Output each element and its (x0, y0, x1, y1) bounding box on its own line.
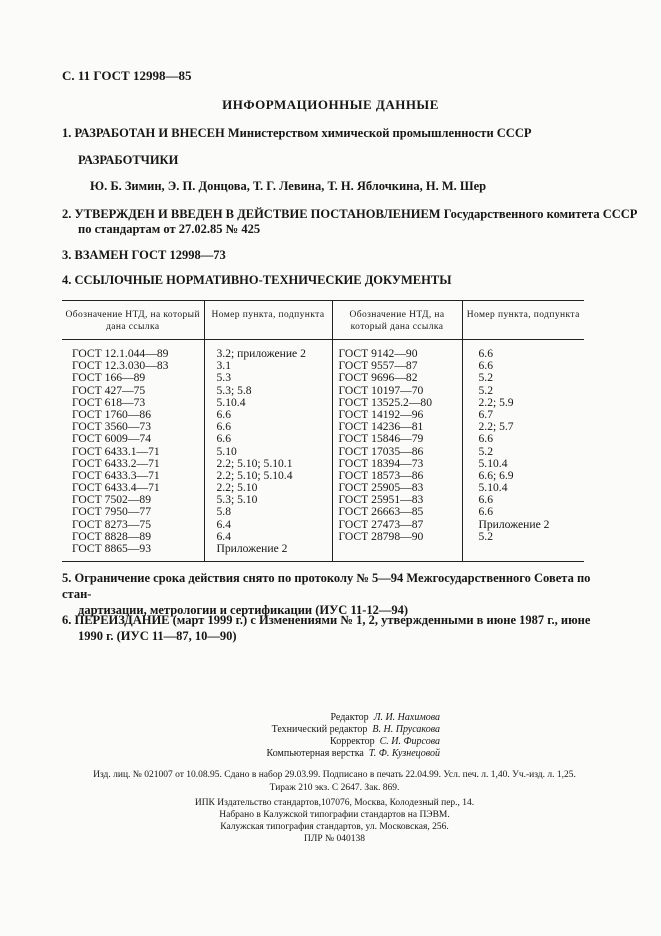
table-cell: ГОСТ 6009—74 (72, 432, 152, 446)
table-cell: 5.8 (216, 505, 231, 519)
table-cell: ГОСТ 18573—86 (338, 468, 424, 482)
printer-block (62, 797, 607, 845)
table-cell: 5.3; 5.10 (216, 493, 258, 507)
table-cell: 5.10.4 (478, 456, 508, 470)
table-cell: ГОСТ 618—73 (72, 395, 146, 409)
table-cell: ГОСТ 6433.4—71 (72, 481, 160, 495)
right-items-column (479, 348, 585, 543)
table-cell: 5.2 (478, 444, 493, 458)
table-cell: 2.2; 5.10; 5.10.4 (216, 468, 293, 482)
table-cell: ГОСТ 25951—83 (338, 493, 424, 507)
table-cell: ГОСТ 6433.1—71 (72, 444, 160, 458)
table-cell: 2.2; 5.10 (216, 481, 258, 495)
table-cell: ГОСТ 14236—81 (338, 420, 424, 434)
printer-line: ПЛР № 040138 (304, 834, 365, 844)
page-header: С. 11 ГОСТ 12998—85 (62, 68, 192, 83)
credits-block (150, 712, 440, 760)
table-cell: 6.6 (216, 420, 231, 434)
imprint-block (62, 769, 607, 795)
table-cell: ГОСТ 25905—83 (338, 481, 424, 495)
right-docs-column (339, 348, 462, 543)
table-cell: 5.10 (216, 444, 237, 458)
table-cell: ГОСТ 27473—87 (338, 517, 424, 531)
table-cell: 6.6 (478, 359, 493, 373)
table-cell: ГОСТ 14192—96 (338, 407, 424, 421)
table-cell: 2.2; 5.9 (478, 395, 514, 409)
table-cell: ГОСТ 8828—89 (72, 529, 152, 543)
table-cell: 5.2 (478, 383, 493, 397)
developers-label: РАЗРАБОТЧИКИ (78, 153, 179, 167)
table-cell: 6.6 (478, 493, 493, 507)
table-cell: ГОСТ 7502—89 (72, 493, 152, 507)
printer-line: ИПК Издательство стандартов,107076, Москва, Колодезный пер., 14. (194, 798, 475, 808)
table-cell: ГОСТ 12.1.044—89 (72, 347, 169, 360)
table-cell: ГОСТ 28798—90 (338, 529, 424, 543)
table-cell: ГОСТ 18394—73 (338, 456, 424, 470)
table-cell: Приложение 2 (478, 517, 550, 531)
item-5-line1: 5. Ограничение срока действия снято по протоколу № 5—94 Межгосударственного Совета по стан- (62, 571, 591, 601)
credit-proofreader: Корректор С. И. Фирсова (330, 736, 440, 747)
table-cell: ГОСТ 3560—73 (72, 420, 152, 434)
item-2-approved: 2. УТВЕРЖДЕН И ВВЕДЕН В ДЕЙСТВИЕ ПОСТАНОВЛЕНИЕМ Государственного комитета СССР (62, 207, 638, 221)
item-4-references-heading: 4. ССЫЛОЧНЫЕ НОРМАТИВНО-ТЕХНИЧЕСКИЕ ДОКУМЕНТЫ (62, 273, 452, 287)
table-cell: ГОСТ 6433.2—71 (72, 456, 160, 470)
table-cell: ГОСТ 26663—85 (338, 505, 424, 519)
left-docs-column (72, 348, 204, 555)
table-cell: ГОСТ 8273—75 (72, 517, 152, 531)
table-cell: 6.6 (478, 505, 493, 519)
table-cell: 6.6 (478, 432, 493, 446)
col-header-item: Номер пункта, подпункта (462, 301, 584, 340)
table-cell: ГОСТ 1760—86 (72, 407, 152, 421)
table-cell: 5.3 (216, 371, 231, 385)
table-cell: 6.6 (478, 347, 493, 360)
table-cell: 6.7 (478, 407, 493, 421)
table-cell: ГОСТ 166—89 (72, 371, 146, 385)
table-cell: 3.2; приложение 2 (216, 347, 306, 360)
imprint-line: Изд. лиц. № 021007 от 10.08.95. Сдано в набор 29.03.99. Подписано в печать 22.04.99. Усл. печ. л. 1,40. Уч.-изд. л. 1,25. (93, 770, 576, 780)
table-cell: 2.2; 5.10; 5.10.1 (216, 456, 293, 470)
table-cell: ГОСТ 9142—90 (338, 347, 418, 360)
item-5-validity (62, 570, 607, 618)
table-cell: 5.10.4 (478, 481, 508, 495)
table-cell: ГОСТ 17035—86 (338, 444, 424, 458)
table-cell: ГОСТ 13525.2—80 (338, 395, 433, 409)
table-cell: 3.1 (216, 359, 231, 373)
credit-tech-editor: Технический редактор В. Н. Прусакова (271, 724, 440, 735)
col-header-doc: Обозначение НТД, на который дана ссылка (62, 301, 204, 340)
table-cell: ГОСТ 9557—87 (338, 359, 418, 373)
table-cell: ГОСТ 8865—93 (72, 542, 152, 555)
item-6-line2: 1990 г. (ИУС 11—87, 10—90) (78, 629, 237, 643)
left-items-column (217, 348, 332, 555)
table-cell: 5.3; 5.8 (216, 383, 252, 397)
table-cell: Приложение 2 (216, 542, 288, 555)
table-cell: ГОСТ 7950—77 (72, 505, 152, 519)
table-cell: ГОСТ 12.3.030—83 (72, 359, 169, 373)
table-cell: 6.6 (216, 407, 231, 421)
item-6-line1: 6. ПЕРЕИЗДАНИЕ (март 1999 г.) с Изменениями № 1, 2, утвержденными в июне 1987 г., июне (62, 613, 591, 627)
item-1-developed-by: 1. РАЗРАБОТАН И ВНЕСЕН Министерством химической промышленности СССР (62, 126, 532, 140)
col-header-doc: Обозначение НТД, на который дана ссылка (332, 301, 462, 340)
col-header-item: Номер пункта, подпункта (204, 301, 332, 340)
item-5-line2: дартизации, метрологии и сертификации (ИУС 11-12—94) (78, 603, 409, 617)
table-cell: 6.6 (216, 432, 231, 446)
table-cell: 2.2; 5.7 (478, 420, 514, 434)
table-cell: 5.2 (478, 529, 493, 543)
imprint-line: Тираж 210 экз. С 2647. Зак. 869. (269, 783, 400, 793)
table-cell: ГОСТ 427—75 (72, 383, 146, 397)
table-cell: ГОСТ 6433.3—71 (72, 468, 160, 482)
printer-line: Калужская типография стандартов, ул. Московская, 256. (220, 822, 449, 832)
section-title: ИНФОРМАЦИОННЫЕ ДАННЫЕ (222, 97, 439, 112)
item-2-approved-cont: по стандартам от 27.02.85 № 425 (78, 222, 261, 236)
table-cell: 6.6; 6.9 (478, 468, 514, 482)
references-table (62, 300, 584, 562)
table-cell: 5.10.4 (216, 395, 246, 409)
table-cell: ГОСТ 15846—79 (338, 432, 424, 446)
table-cell: 6.4 (216, 517, 231, 531)
credit-editor: Редактор Л. И. Нахимова (330, 712, 440, 723)
table-cell: 5.2 (478, 371, 493, 385)
printer-line: Набрано в Калужской типографии стандартов на ПЭВМ. (219, 810, 450, 820)
developers-list: Ю. Б. Зимин, Э. П. Донцова, Т. Г. Левина, Т. Н. Яблочкина, Н. М. Шер (90, 179, 487, 193)
item-6-reissue (62, 612, 607, 644)
table-cell: ГОСТ 9696—82 (338, 371, 418, 385)
item-3-replaces: 3. ВЗАМЕН ГОСТ 12998—73 (62, 248, 226, 262)
table-cell: 6.4 (216, 529, 231, 543)
credit-layout: Компьютерная верстка Т. Ф. Кузнецовой (266, 748, 440, 759)
table-cell: ГОСТ 10197—70 (338, 383, 424, 397)
